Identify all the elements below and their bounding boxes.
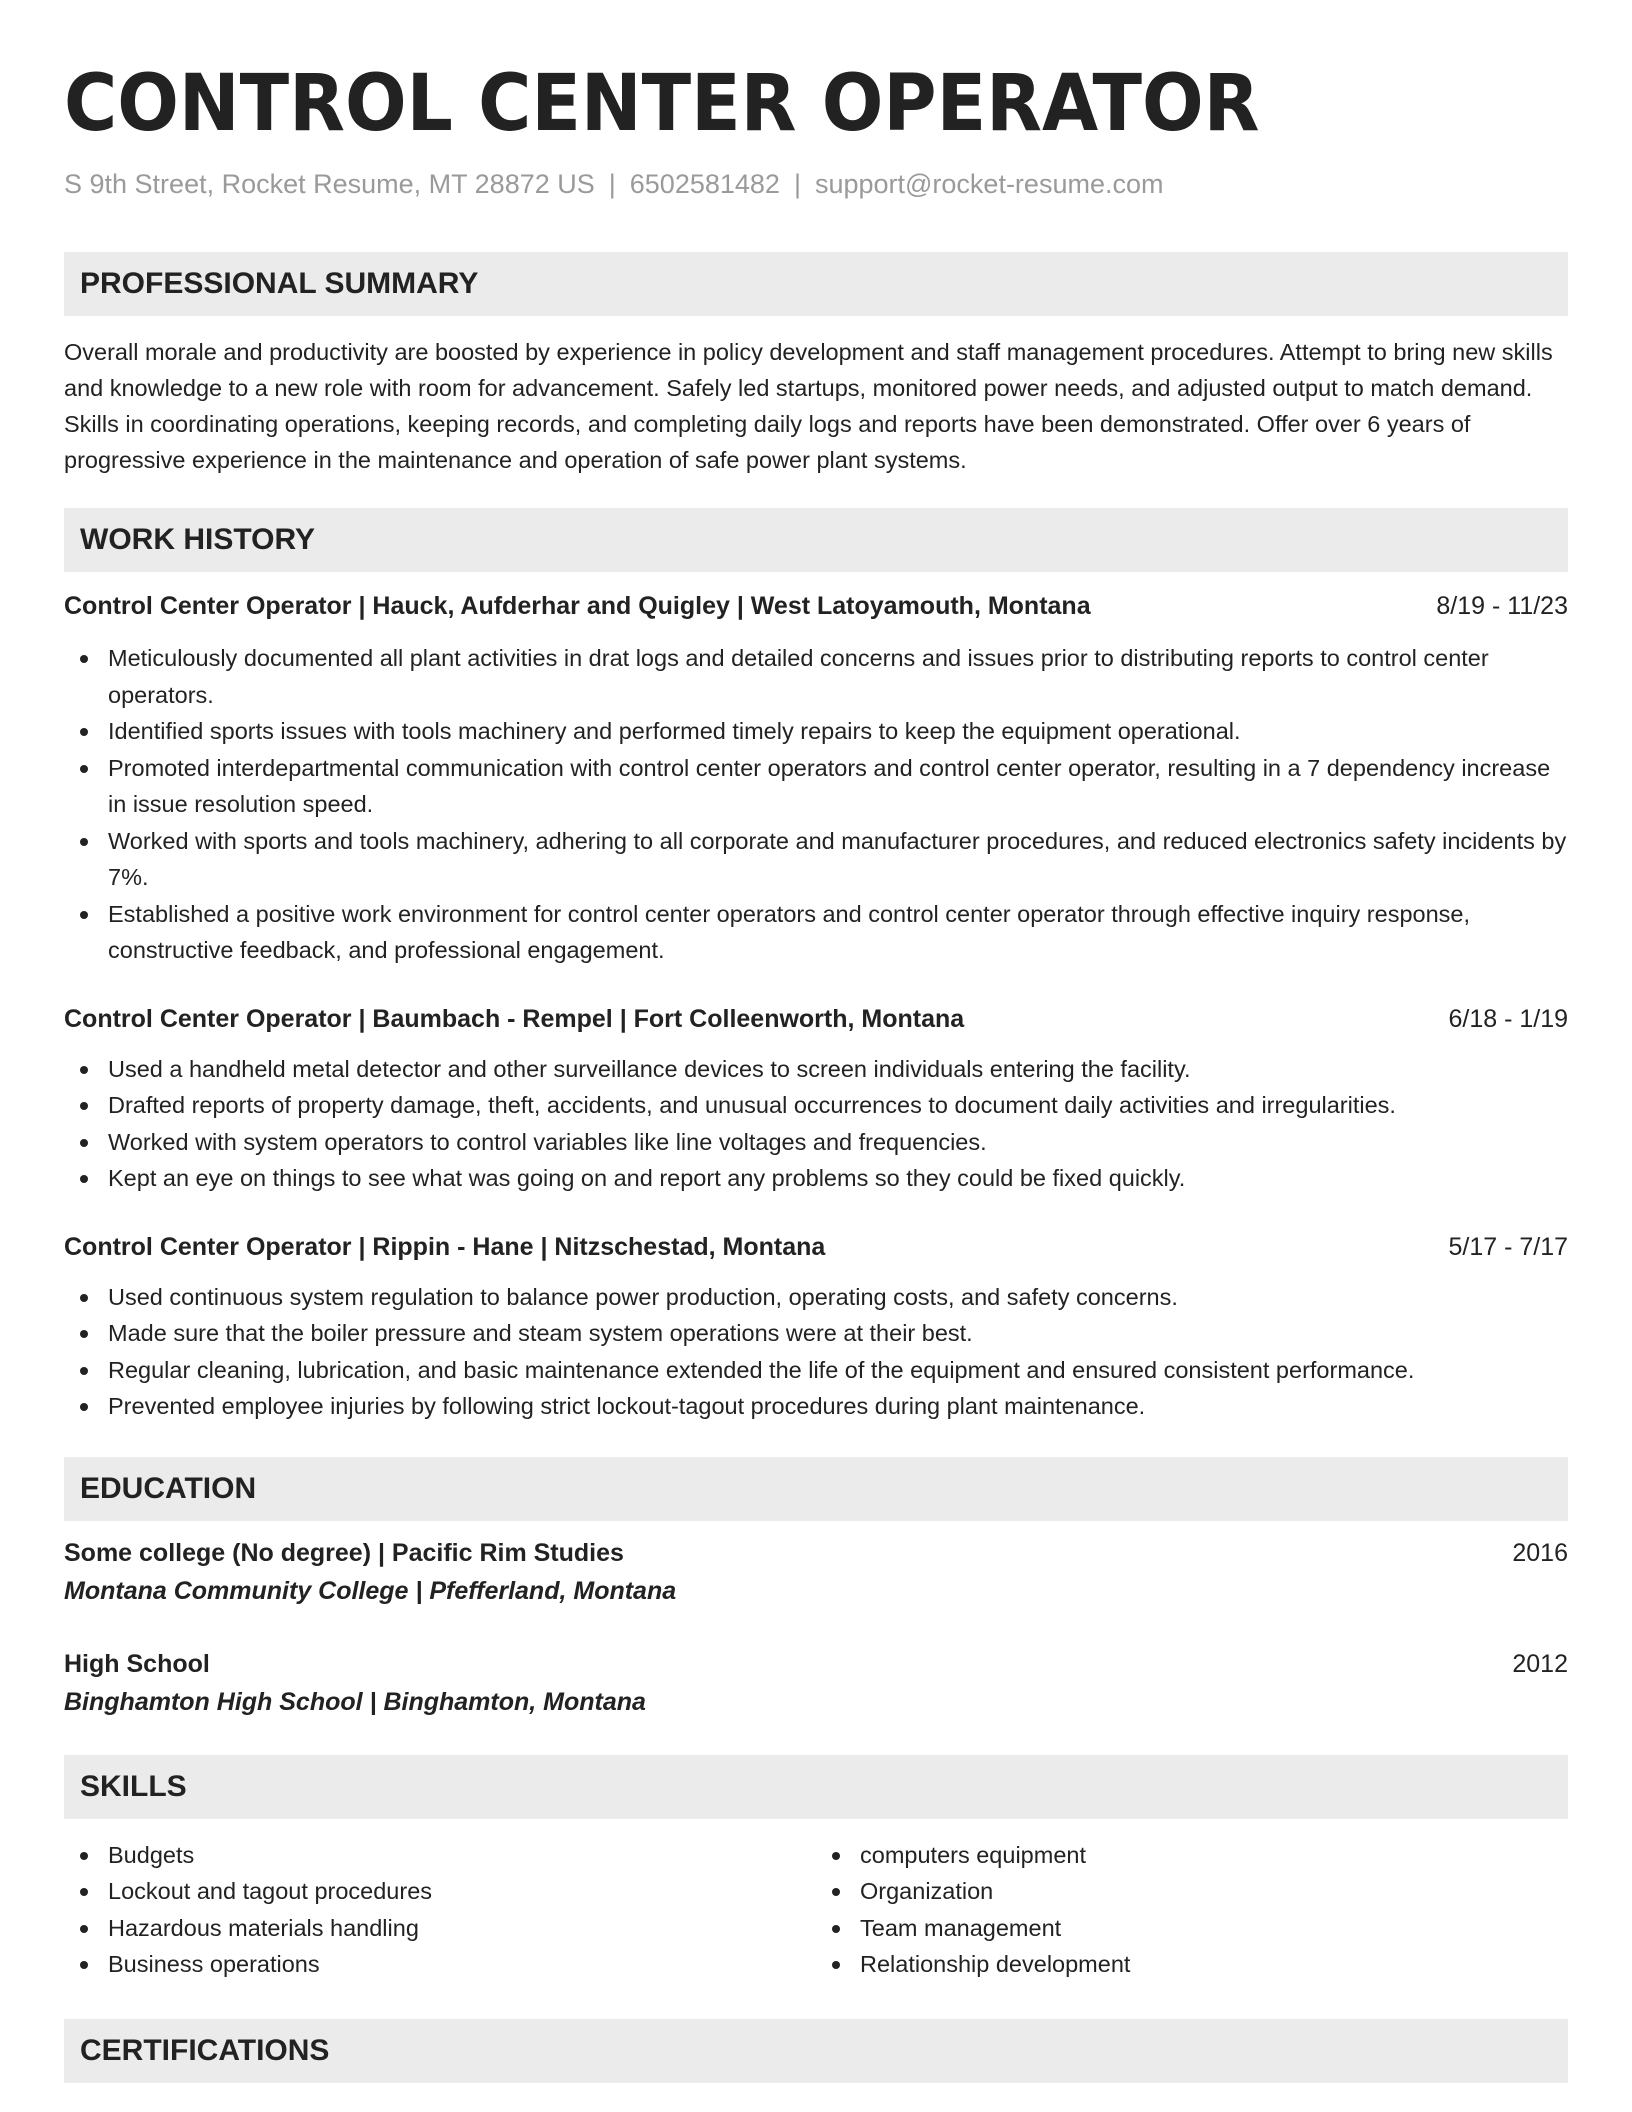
- job-header: [64, 1001, 1568, 1037]
- job-header: [64, 1229, 1568, 1265]
- job-bullet: Established a positive work environment for control center operators and control center operator through effective inquiry response, constructive feedback, and professional engagement.: [64, 896, 1568, 969]
- education-entry: [64, 1646, 1568, 1721]
- job-bullet-list: [64, 640, 1568, 969]
- section-heading-skills: SKILLS: [64, 1755, 1568, 1819]
- job-dates: 8/19 - 11/23: [1436, 592, 1568, 620]
- contact-email: support@rocket-resume.com: [814, 169, 1164, 199]
- candidate-name: CONTROL CENTER OPERATOR: [64, 59, 1260, 149]
- job-title: Control Center Operator | Baumbach - Rempel | Fort Colleenworth, Montana: [64, 1004, 965, 1033]
- skill-item: Budgets: [64, 1837, 816, 1874]
- job-bullet: Prevented employee injuries by following strict lockout-tagout procedures during plant maintenance.: [64, 1388, 1568, 1425]
- skill-item: Business operations: [64, 1946, 816, 1983]
- contact-phone: 6502581482: [629, 169, 780, 199]
- skill-item: computers equipment: [816, 1837, 1568, 1874]
- job-bullet: Used continuous system regulation to balance power production, operating costs, and safety concerns.: [64, 1279, 1568, 1316]
- education-degree: Some college (No degree) | Pacific Rim Studies: [64, 1538, 624, 1567]
- skill-item: Lockout and tagout procedures: [64, 1873, 816, 1910]
- job-dates: 5/17 - 7/17: [1448, 1232, 1568, 1261]
- section-heading-summary: PROFESSIONAL SUMMARY: [64, 252, 1568, 316]
- contact-address: S 9th Street, Rocket Resume, MT 28872 US: [64, 169, 595, 199]
- job-bullet: Regular cleaning, lubrication, and basic maintenance extended the life of the equipment and ensured consistent performance.: [64, 1352, 1568, 1389]
- job-title: Control Center Operator | Hauck, Aufderhar and Quigley | West Latoyamouth, Montana: [64, 592, 1091, 620]
- job-bullet: Kept an eye on things to see what was going on and report any problems so they could be fixed quickly.: [64, 1160, 1568, 1197]
- skill-item: Hazardous materials handling: [64, 1910, 816, 1947]
- job-dates: 6/18 - 1/19: [1448, 1004, 1568, 1033]
- job-header: [64, 588, 1568, 624]
- education-header: [64, 1535, 1568, 1572]
- education-year: 2012: [1512, 1649, 1568, 1678]
- education-school: Binghamton High School | Binghamton, Montana: [64, 1687, 646, 1716]
- contact-line: [64, 166, 1568, 202]
- skills-grid: [64, 1837, 1568, 1983]
- job-bullet: Worked with sports and tools machinery, adhering to all corporate and manufacturer procedures, and reduced electronics safety incidents by 7%.: [64, 823, 1568, 896]
- contact-separator: |: [608, 169, 616, 199]
- job-bullet: Made sure that the boiler pressure and steam system operations were at their best.: [64, 1315, 1568, 1352]
- job-entry: [64, 1001, 1568, 1197]
- skill-item: Organization: [816, 1873, 1568, 1910]
- job-bullet: Promoted interdepartmental communication with control center operators and control center operator, resulting in a 7 dependency increase in issue resolution speed.: [64, 750, 1568, 823]
- skills-column-left: [64, 1837, 816, 1983]
- job-bullet: Used a handheld metal detector and other surveillance devices to screen individuals entering the facility.: [64, 1051, 1568, 1088]
- skills-column-right: [816, 1837, 1568, 1983]
- skill-item: Relationship development: [816, 1946, 1568, 1983]
- education-degree: High School: [64, 1649, 210, 1678]
- summary-text: Overall morale and productivity are boosted by experience in policy development and staff management procedures. Attempt to bring new skills and knowledge to a new role with room for advancement. Safely led startups, monitored power needs, and adjusted output to match demand. Skills in coordinating operations, keeping records, and completing daily logs and reports have been demonstrated. Offer over 6 years of progressive experience in the maintenance and operation of safe power plant systems.: [64, 339, 1553, 473]
- skill-item: Team management: [816, 1910, 1568, 1947]
- education-entry: [64, 1535, 1568, 1610]
- section-heading-education: EDUCATION: [64, 1457, 1568, 1521]
- education-school: Montana Community College | Pfefferland, Montana: [64, 1576, 677, 1605]
- job-bullet-list: [64, 1279, 1568, 1425]
- contact-separator: |: [793, 169, 801, 199]
- job-bullet: Drafted reports of property damage, theft, accidents, and unusual occurrences to document daily activities and irregularities.: [64, 1087, 1568, 1124]
- section-heading-certifications: CERTIFICATIONS: [64, 2019, 1568, 2083]
- job-bullet: Meticulously documented all plant activities in drat logs and detailed concerns and issues prior to distributing reports to control center operators.: [64, 640, 1568, 713]
- section-heading-work-history: WORK HISTORY: [64, 508, 1568, 572]
- education-header: [64, 1646, 1568, 1683]
- job-entry: [64, 588, 1568, 969]
- job-bullet: Worked with system operators to control variables like line voltages and frequencies.: [64, 1124, 1568, 1161]
- job-bullet: Identified sports issues with tools machinery and performed timely repairs to keep the equipment operational.: [64, 713, 1568, 750]
- education-year: 2016: [1512, 1538, 1568, 1567]
- job-entry: [64, 1229, 1568, 1425]
- job-title: Control Center Operator | Rippin - Hane | Nitzschestad, Montana: [64, 1232, 826, 1261]
- job-bullet-list: [64, 1051, 1568, 1197]
